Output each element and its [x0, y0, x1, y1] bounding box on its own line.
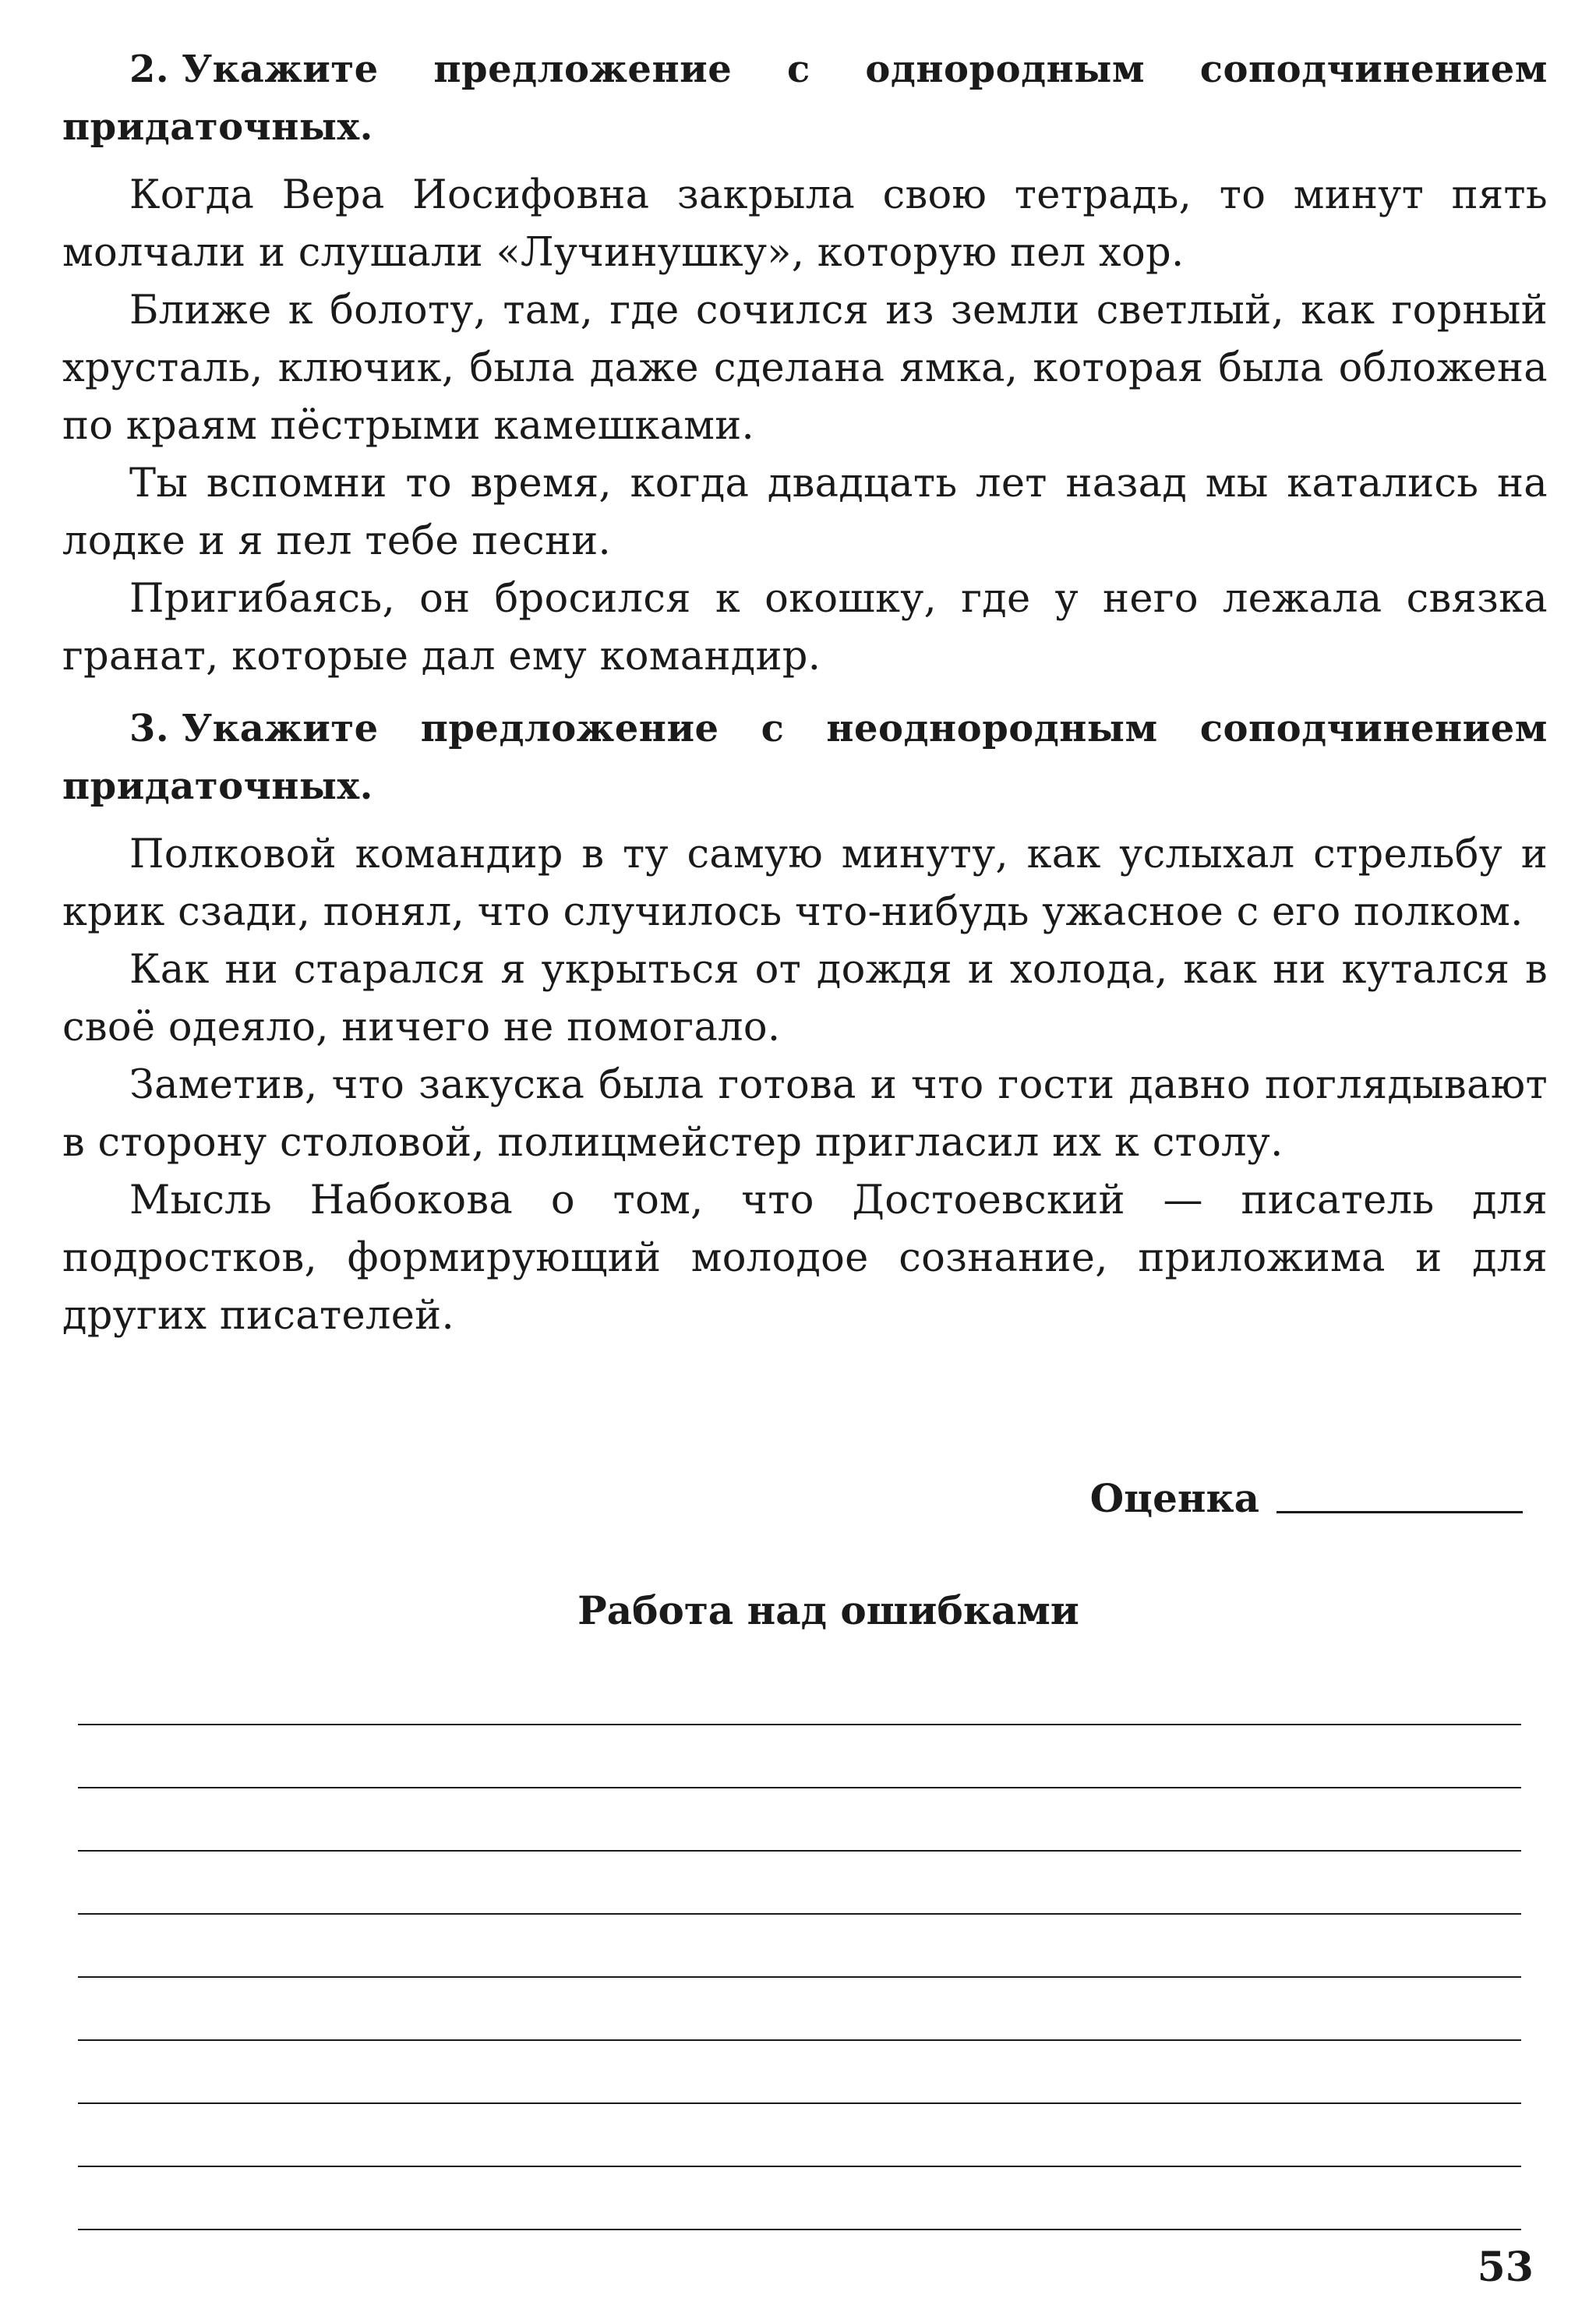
question-2-title	[62, 41, 1548, 156]
question-3-sentence: Мысль Набокова о том, что Достоевский — писатель для подростков, формирующий молодое сознание, приложима и для других писателей.	[62, 1177, 1548, 1339]
answer-line[interactable]	[78, 1913, 1521, 1915]
question-3-number: 3.	[129, 707, 170, 750]
question-2-number: 2.	[129, 48, 170, 91]
question-2	[62, 41, 1548, 686]
worksheet-page	[62, 41, 1548, 1633]
question-2-sentence: Ты вспомни то время, когда двадцать лет назад мы катались на лодке и я пел тебе песни.	[62, 461, 1548, 564]
answer-line[interactable]	[78, 2039, 1521, 2041]
answer-line[interactable]	[78, 1724, 1521, 1725]
answer-line[interactable]	[78, 2166, 1521, 2167]
question-3-sentence: Заметив, что закуска была готова и что гости давно поглядывают в сторону столовой, полицмейстер пригласил их к столу.	[62, 1062, 1548, 1166]
answer-line[interactable]	[78, 1787, 1521, 1788]
answer-lines	[78, 1724, 1521, 2292]
grade-field[interactable]	[1276, 1511, 1523, 1513]
answer-line[interactable]	[78, 2102, 1521, 2104]
page-number: 53	[1477, 2244, 1534, 2291]
work-on-errors-title: Работа над ошибками	[577, 1587, 1079, 1633]
question-3-sentence: Как ни старался я укрыться от дождя и холода, как ни кутался в своё одеяло, ничего не помогало.	[62, 947, 1548, 1050]
question-3-sentence: Полковой командир в ту самую минуту, как услыхал стрельбу и крик сзади, понял, что случилось что-нибудь ужасное с его полком.	[62, 831, 1548, 935]
grade-label: Оценка	[1089, 1475, 1259, 1521]
question-2-sentence: Ближе к болоту, там, где сочился из земли светлый, как горный хрусталь, ключик, была даже сделана ямка, которая была обложена по краям пёстрыми камешками.	[62, 288, 1548, 449]
answer-line[interactable]	[78, 1976, 1521, 1978]
question-2-sentence: Пригибаясь, он бросился к окошку, где у него лежала связка гранат, которые дал ему командир.	[62, 576, 1548, 680]
answer-line[interactable]	[78, 2229, 1521, 2230]
question-2-text: Укажите предложение с однородным соподчинением придаточных.	[62, 48, 1548, 149]
grade-row	[62, 1465, 1548, 1527]
question-3	[62, 700, 1548, 1345]
question-3-title	[62, 700, 1548, 815]
question-2-sentence: Когда Вера Иосифовна закрыла свою тетрадь, то минут пять молчали и слушали «Лучинушку», которую пел хор.	[62, 172, 1548, 276]
question-3-text: Укажите предложение с неоднородным соподчинением придаточных.	[62, 707, 1548, 808]
answer-line[interactable]	[78, 1850, 1521, 1852]
